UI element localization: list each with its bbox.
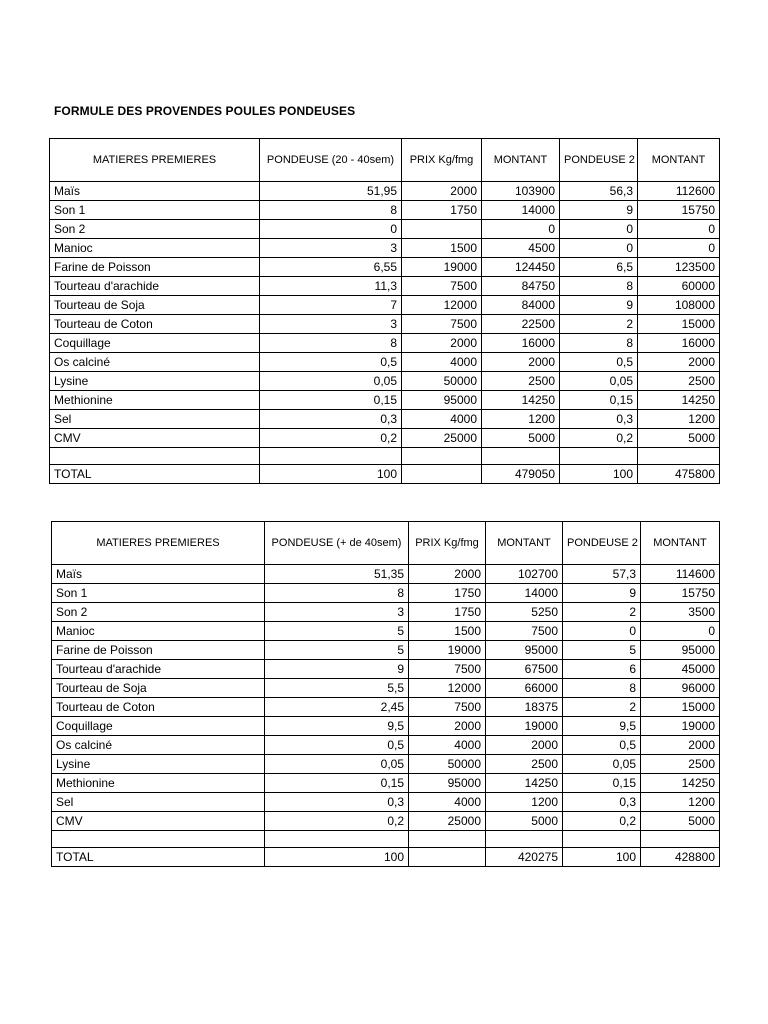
blank-cell (50, 448, 260, 465)
cell-pondeuse: 0,5 (265, 736, 409, 755)
cell-ingredient: Sel (50, 410, 260, 429)
table-row (52, 641, 720, 660)
cell-montant-2: 15750 (641, 584, 720, 603)
cell-pondeuse-2: 0,3 (563, 793, 641, 812)
cell-pondeuse: 3 (260, 239, 402, 258)
cell-pondeuse-2: 0,3 (560, 410, 638, 429)
cell-pondeuse: 5 (265, 641, 409, 660)
cell-prix: 7500 (402, 277, 482, 296)
cell-pondeuse-2: 8 (563, 679, 641, 698)
cell-pondeuse: 0,5 (260, 353, 402, 372)
cell-prix: 95000 (402, 391, 482, 410)
cell-montant: 102700 (486, 565, 563, 584)
cell-montant-2: 0 (638, 220, 720, 239)
cell-pondeuse-2: 0 (560, 239, 638, 258)
cell-ingredient: Sel (52, 793, 265, 812)
table-row (50, 429, 720, 448)
cell-ingredient: Son 2 (50, 220, 260, 239)
cell-montant: 14000 (482, 201, 560, 220)
blank-cell (265, 831, 409, 848)
cell-pondeuse-2: 8 (560, 334, 638, 353)
cell-montant-2: 123500 (638, 258, 720, 277)
table-row (50, 372, 720, 391)
cell-pondeuse-2: 9 (560, 201, 638, 220)
document-title: FORMULE DES PROVENDES POULES PONDEUSES (54, 104, 356, 118)
cell-montant: 1200 (482, 410, 560, 429)
cell-prix: 2000 (409, 717, 486, 736)
cell-prix: 1750 (409, 584, 486, 603)
cell-pondeuse-2: 2 (563, 603, 641, 622)
table-row (52, 622, 720, 641)
cell-ingredient: Coquillage (50, 334, 260, 353)
total-row (52, 848, 720, 867)
cell-montant: 5000 (482, 429, 560, 448)
cell-montant: 103900 (482, 182, 560, 201)
cell-montant: 14000 (486, 584, 563, 603)
cell-montant-2: 95000 (641, 641, 720, 660)
cell-pondeuse-2: 8 (560, 277, 638, 296)
cell-prix: 50000 (402, 372, 482, 391)
feed-formula-table-1 (49, 138, 720, 484)
table-row (52, 679, 720, 698)
cell-montant: 14250 (486, 774, 563, 793)
table-row (50, 239, 720, 258)
cell-prix: 25000 (409, 812, 486, 831)
cell-ingredient: Farine de Poisson (50, 258, 260, 277)
cell-pondeuse: 7 (260, 296, 402, 315)
cell-montant: 2000 (486, 736, 563, 755)
cell-pondeuse-2: 0 (560, 220, 638, 239)
cell-prix: 2000 (402, 182, 482, 201)
blank-cell (486, 831, 563, 848)
total-row (50, 465, 720, 484)
cell-montant-2: 16000 (638, 334, 720, 353)
cell-pondeuse-2: 6,5 (560, 258, 638, 277)
cell-pondeuse: 8 (260, 334, 402, 353)
cell-montant-2: 15750 (638, 201, 720, 220)
column-header-montant: MONTANT (482, 139, 560, 182)
cell-montant-2: 14250 (641, 774, 720, 793)
table-row (50, 410, 720, 429)
table-row (50, 258, 720, 277)
cell-montant-2: 0 (641, 622, 720, 641)
column-header-pondeuse: PONDEUSE (+ de 40sem) (265, 522, 409, 565)
table-row (50, 296, 720, 315)
cell-pondeuse-2: 100 (563, 848, 641, 867)
cell-pondeuse-2: 0,2 (563, 812, 641, 831)
cell-pondeuse-2: 2 (563, 698, 641, 717)
cell-prix: 1500 (402, 239, 482, 258)
blank-cell (560, 448, 638, 465)
cell-pondeuse: 8 (265, 584, 409, 603)
cell-pondeuse: 9,5 (265, 717, 409, 736)
table-row (50, 220, 720, 239)
cell-ingredient: TOTAL (50, 465, 260, 484)
blank-cell (409, 831, 486, 848)
blank-cell (563, 831, 641, 848)
cell-pondeuse: 8 (260, 201, 402, 220)
cell-pondeuse: 100 (265, 848, 409, 867)
cell-pondeuse-2: 57,3 (563, 565, 641, 584)
blank-cell (52, 831, 265, 848)
table-row (52, 717, 720, 736)
cell-ingredient: TOTAL (52, 848, 265, 867)
cell-montant: 0 (482, 220, 560, 239)
cell-montant: 22500 (482, 315, 560, 334)
cell-pondeuse-2: 0 (563, 622, 641, 641)
column-header-montant: MONTANT (486, 522, 563, 565)
cell-ingredient: Methionine (50, 391, 260, 410)
blank-cell (638, 448, 720, 465)
cell-prix (402, 220, 482, 239)
table-row (50, 277, 720, 296)
table-header-row (50, 139, 720, 182)
cell-ingredient: Maïs (50, 182, 260, 201)
table-row (52, 698, 720, 717)
cell-montant-2: 114600 (641, 565, 720, 584)
cell-ingredient: Coquillage (52, 717, 265, 736)
blank-cell (641, 831, 720, 848)
cell-pondeuse: 51,35 (265, 565, 409, 584)
table-row (52, 736, 720, 755)
cell-ingredient: Son 2 (52, 603, 265, 622)
cell-pondeuse: 3 (260, 315, 402, 334)
cell-prix: 19000 (409, 641, 486, 660)
cell-prix: 4000 (402, 353, 482, 372)
cell-prix: 19000 (402, 258, 482, 277)
cell-pondeuse: 0 (260, 220, 402, 239)
cell-pondeuse: 2,45 (265, 698, 409, 717)
cell-ingredient: Manioc (52, 622, 265, 641)
cell-pondeuse-2: 56,3 (560, 182, 638, 201)
cell-pondeuse: 0,05 (260, 372, 402, 391)
cell-prix: 4000 (409, 736, 486, 755)
cell-prix: 7500 (402, 315, 482, 334)
cell-prix: 7500 (409, 660, 486, 679)
table-row (50, 353, 720, 372)
cell-prix (402, 465, 482, 484)
cell-montant-2: 2000 (641, 736, 720, 755)
cell-montant-2: 3500 (641, 603, 720, 622)
cell-pondeuse: 9 (265, 660, 409, 679)
column-header-ingredient: MATIERES PREMIERES (50, 139, 260, 182)
cell-pondeuse: 0,3 (260, 410, 402, 429)
cell-montant: 67500 (486, 660, 563, 679)
cell-prix: 7500 (409, 698, 486, 717)
cell-pondeuse-2: 0,05 (560, 372, 638, 391)
cell-prix: 50000 (409, 755, 486, 774)
cell-montant: 7500 (486, 622, 563, 641)
cell-pondeuse-2: 9 (560, 296, 638, 315)
cell-pondeuse: 6,55 (260, 258, 402, 277)
cell-prix: 25000 (402, 429, 482, 448)
table-header-row (52, 522, 720, 565)
cell-montant: 5250 (486, 603, 563, 622)
cell-ingredient: Lysine (50, 372, 260, 391)
cell-pondeuse: 5,5 (265, 679, 409, 698)
cell-montant: 19000 (486, 717, 563, 736)
cell-montant-2: 2000 (638, 353, 720, 372)
table-row (52, 603, 720, 622)
cell-montant-2: 45000 (641, 660, 720, 679)
cell-montant-2: 112600 (638, 182, 720, 201)
table-row (52, 793, 720, 812)
cell-montant-2: 1200 (641, 793, 720, 812)
cell-montant: 84000 (482, 296, 560, 315)
table-row (52, 584, 720, 603)
cell-ingredient: Os calciné (52, 736, 265, 755)
cell-ingredient: Methionine (52, 774, 265, 793)
cell-pondeuse: 0,05 (265, 755, 409, 774)
cell-montant-2: 5000 (641, 812, 720, 831)
cell-montant-2: 15000 (641, 698, 720, 717)
cell-montant-2: 60000 (638, 277, 720, 296)
column-header-pondeuse-2: PONDEUSE 2 (563, 522, 641, 565)
cell-ingredient: Tourteau de Coton (50, 315, 260, 334)
cell-prix: 4000 (409, 793, 486, 812)
cell-montant-2: 19000 (641, 717, 720, 736)
cell-montant-2: 428800 (641, 848, 720, 867)
cell-prix: 1500 (409, 622, 486, 641)
table-row (50, 201, 720, 220)
cell-prix: 1750 (402, 201, 482, 220)
cell-prix: 95000 (409, 774, 486, 793)
cell-montant-2: 108000 (638, 296, 720, 315)
table-row (50, 315, 720, 334)
cell-pondeuse-2: 0,15 (560, 391, 638, 410)
cell-pondeuse: 5 (265, 622, 409, 641)
cell-ingredient: Lysine (52, 755, 265, 774)
cell-ingredient: Tourteau de Soja (52, 679, 265, 698)
cell-montant: 16000 (482, 334, 560, 353)
feed-formula-table-2 (51, 521, 720, 867)
cell-montant: 18375 (486, 698, 563, 717)
cell-pondeuse-2: 9 (563, 584, 641, 603)
table-row (52, 774, 720, 793)
cell-montant-2: 475800 (638, 465, 720, 484)
cell-prix (409, 848, 486, 867)
cell-ingredient: Tourteau d'arachide (50, 277, 260, 296)
table-row (50, 182, 720, 201)
cell-montant: 1200 (486, 793, 563, 812)
cell-ingredient: Tourteau de Coton (52, 698, 265, 717)
cell-montant: 4500 (482, 239, 560, 258)
blank-cell (482, 448, 560, 465)
cell-montant: 84750 (482, 277, 560, 296)
cell-montant: 66000 (486, 679, 563, 698)
table-row (52, 755, 720, 774)
cell-ingredient: Farine de Poisson (52, 641, 265, 660)
cell-pondeuse: 51,95 (260, 182, 402, 201)
cell-prix: 2000 (402, 334, 482, 353)
cell-pondeuse: 0,3 (265, 793, 409, 812)
column-header-montant-2: MONTANT (641, 522, 720, 565)
cell-ingredient: Maïs (52, 565, 265, 584)
column-header-pondeuse: PONDEUSE (20 - 40sem) (260, 139, 402, 182)
cell-montant-2: 2500 (638, 372, 720, 391)
column-header-prix: PRIX Kg/fmg (402, 139, 482, 182)
cell-ingredient: Os calciné (50, 353, 260, 372)
cell-ingredient: CMV (52, 812, 265, 831)
cell-ingredient: CMV (50, 429, 260, 448)
cell-prix: 12000 (409, 679, 486, 698)
cell-prix: 2000 (409, 565, 486, 584)
cell-pondeuse: 0,2 (260, 429, 402, 448)
cell-pondeuse: 0,15 (265, 774, 409, 793)
cell-montant-2: 1200 (638, 410, 720, 429)
cell-pondeuse-2: 0,05 (563, 755, 641, 774)
cell-montant-2: 15000 (638, 315, 720, 334)
cell-ingredient: Tourteau de Soja (50, 296, 260, 315)
column-header-prix: PRIX Kg/fmg (409, 522, 486, 565)
cell-pondeuse-2: 0,5 (560, 353, 638, 372)
cell-prix: 12000 (402, 296, 482, 315)
cell-montant: 479050 (482, 465, 560, 484)
cell-pondeuse-2: 5 (563, 641, 641, 660)
cell-pondeuse-2: 2 (560, 315, 638, 334)
cell-pondeuse: 0,2 (265, 812, 409, 831)
cell-ingredient: Manioc (50, 239, 260, 258)
cell-ingredient: Son 1 (50, 201, 260, 220)
cell-montant: 2500 (482, 372, 560, 391)
cell-pondeuse: 100 (260, 465, 402, 484)
column-header-ingredient: MATIERES PREMIERES (52, 522, 265, 565)
cell-montant: 95000 (486, 641, 563, 660)
cell-montant-2: 96000 (641, 679, 720, 698)
column-header-pondeuse-2: PONDEUSE 2 (560, 139, 638, 182)
cell-pondeuse: 11,3 (260, 277, 402, 296)
cell-montant: 124450 (482, 258, 560, 277)
blank-cell (260, 448, 402, 465)
table-row (52, 660, 720, 679)
blank-cell (402, 448, 482, 465)
cell-montant: 420275 (486, 848, 563, 867)
table-row (50, 334, 720, 353)
table-row (52, 565, 720, 584)
cell-prix: 1750 (409, 603, 486, 622)
cell-montant-2: 5000 (638, 429, 720, 448)
blank-row (50, 448, 720, 465)
table-row (52, 812, 720, 831)
cell-pondeuse-2: 9,5 (563, 717, 641, 736)
column-header-montant-2: MONTANT (638, 139, 720, 182)
cell-pondeuse: 3 (265, 603, 409, 622)
cell-pondeuse-2: 100 (560, 465, 638, 484)
cell-pondeuse-2: 6 (563, 660, 641, 679)
cell-pondeuse-2: 0,2 (560, 429, 638, 448)
cell-pondeuse: 0,15 (260, 391, 402, 410)
table-row (50, 391, 720, 410)
cell-ingredient: Tourteau d'arachide (52, 660, 265, 679)
cell-montant: 2000 (482, 353, 560, 372)
blank-row (52, 831, 720, 848)
cell-pondeuse-2: 0,5 (563, 736, 641, 755)
cell-montant-2: 14250 (638, 391, 720, 410)
cell-montant-2: 2500 (641, 755, 720, 774)
cell-montant-2: 0 (638, 239, 720, 258)
cell-pondeuse-2: 0,15 (563, 774, 641, 793)
cell-ingredient: Son 1 (52, 584, 265, 603)
cell-prix: 4000 (402, 410, 482, 429)
cell-montant: 2500 (486, 755, 563, 774)
cell-montant: 14250 (482, 391, 560, 410)
cell-montant: 5000 (486, 812, 563, 831)
